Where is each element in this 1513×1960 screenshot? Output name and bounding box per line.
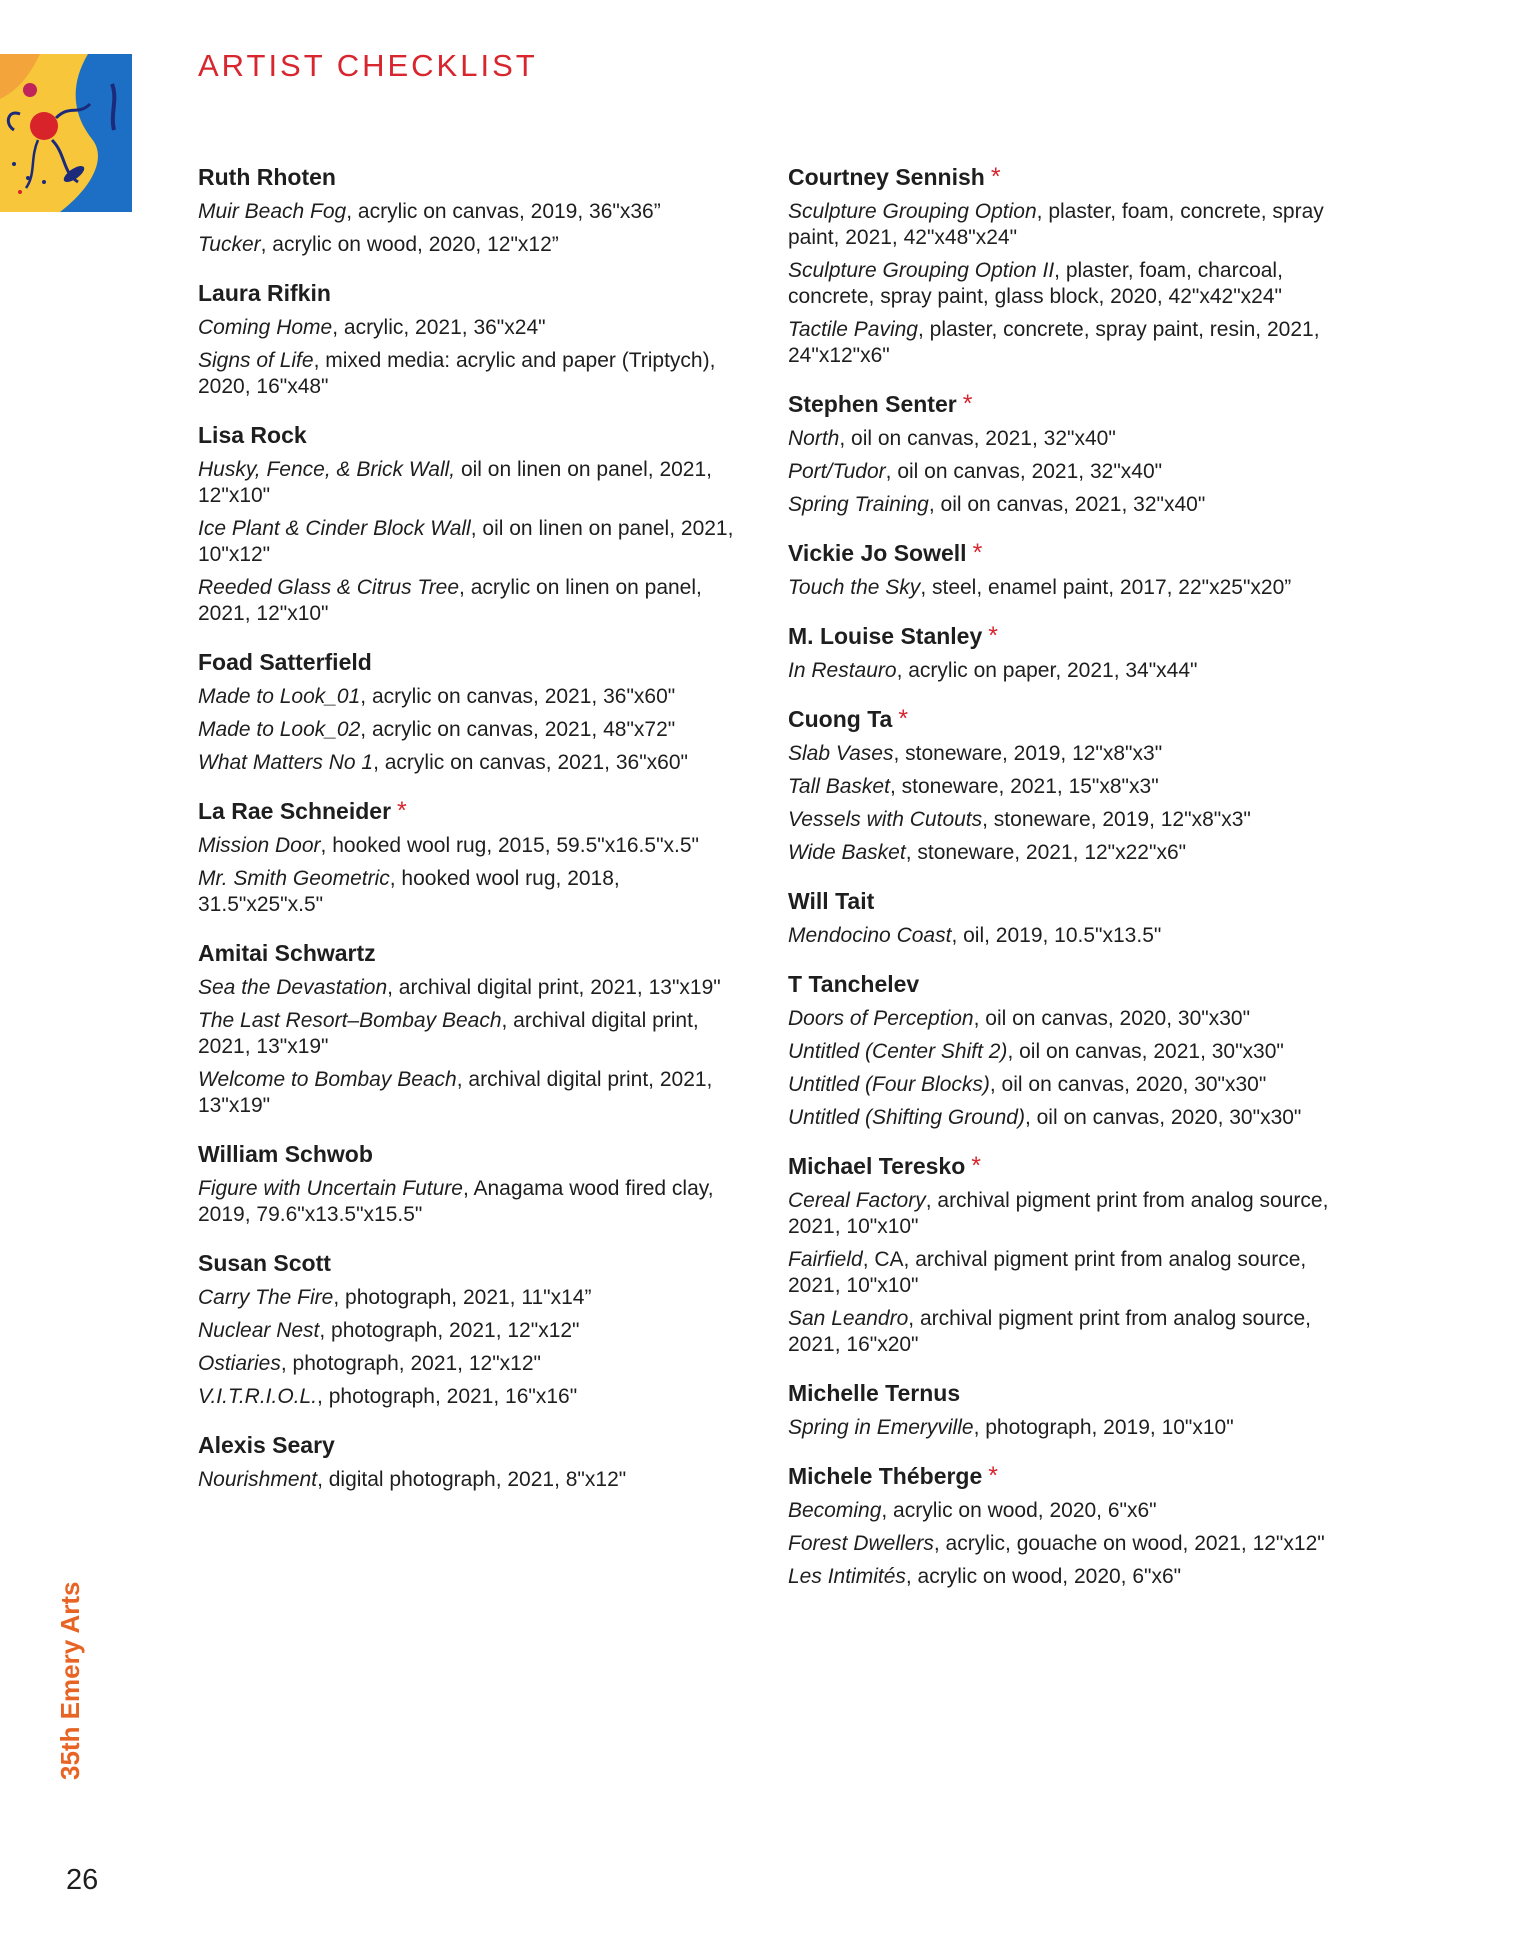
artist-entry <box>198 278 738 400</box>
artist-name <box>788 1151 1348 1181</box>
artist-name-text: Michelle Ternus <box>788 1380 961 1406</box>
artwork-line <box>788 1188 1348 1240</box>
artwork-details: , oil on linen on panel, 2021, 10"x12" <box>198 517 734 566</box>
artwork-line <box>198 717 738 743</box>
side-running-title: 35th Emery Arts <box>55 1581 85 1780</box>
artwork-details: , hooked wool rug, 2018, 31.5"x25"x.5" <box>198 867 620 916</box>
artwork-details: , hooked wool rug, 2015, 59.5"x16.5"x.5" <box>320 834 699 857</box>
artist-entry <box>788 162 1348 369</box>
artwork-title: Doors of Perception <box>788 1007 974 1030</box>
artwork-details: , photograph, 2021, 16"x16" <box>317 1385 578 1408</box>
artwork-title: Tucker <box>198 233 261 256</box>
artwork-title: Nourishment <box>198 1468 318 1491</box>
artwork-line <box>788 1415 1348 1441</box>
artist-entry <box>788 1378 1348 1441</box>
artist-entry <box>788 1461 1348 1590</box>
artist-name <box>788 389 1348 419</box>
artwork-title: Mission Door <box>198 834 321 857</box>
artwork-line <box>788 1306 1348 1358</box>
artwork-line <box>198 575 738 627</box>
artwork-details: , plaster, foam, concrete, spray paint, 2021, 42"x48"x24" <box>788 200 1324 249</box>
artwork-title: Sea the Devastation <box>198 976 388 999</box>
asterisk-marker: * <box>397 797 407 825</box>
artwork-line <box>788 741 1348 767</box>
artwork-line <box>788 492 1348 518</box>
artwork-title: Husky, Fence, & Brick Wall, <box>198 458 456 481</box>
artwork-line <box>198 199 738 225</box>
artwork-details: , photograph, 2021, 12"x12" <box>280 1352 541 1375</box>
artist-name-text: Susan Scott <box>198 1250 331 1276</box>
artwork-line <box>198 1008 738 1060</box>
artist-name-text: Laura Rifkin <box>198 280 331 306</box>
artist-entry <box>198 1430 738 1493</box>
artwork-line <box>198 1467 738 1493</box>
artist-name <box>198 278 738 308</box>
artist-name <box>788 969 1348 999</box>
artwork-details: , acrylic on canvas, 2019, 36"x36” <box>346 200 661 223</box>
artwork-title: Mendocino Coast <box>788 924 952 947</box>
artwork-line <box>788 1006 1348 1032</box>
artwork-title: Port/Tudor <box>788 460 886 483</box>
artwork-details: , acrylic on wood, 2020, 12"x12” <box>260 233 559 256</box>
artwork-title: Ostiaries <box>198 1352 281 1375</box>
artwork-line <box>198 1285 738 1311</box>
artwork-title: What Matters No 1 <box>198 751 374 774</box>
artwork-title: Figure with Uncertain Future <box>198 1177 463 1200</box>
artwork-details: , CA, archival pigment print from analog source, 2021, 10"x10" <box>788 1248 1307 1297</box>
artist-name <box>198 1430 738 1460</box>
artwork-line <box>788 1564 1348 1590</box>
artist-name-text: Ruth Rhoten <box>198 164 336 190</box>
artwork-title: Ice Plant & Cinder Block Wall <box>198 517 471 540</box>
artwork-line <box>788 258 1348 310</box>
asterisk-marker: * <box>898 705 909 733</box>
artwork-title: Becoming <box>788 1499 882 1522</box>
artist-name <box>198 420 738 450</box>
artist-name <box>198 938 738 968</box>
artwork-details: , oil on canvas, 2021, 32"x40" <box>928 493 1206 516</box>
artwork-line <box>788 774 1348 800</box>
artwork-title: Vessels with Cutouts <box>788 808 983 831</box>
artist-name <box>788 1461 1348 1491</box>
artist-name <box>788 162 1348 192</box>
artwork-details: , plaster, concrete, spray paint, resin, 2021, 24"x12"x6" <box>788 318 1320 367</box>
artist-entry <box>198 796 738 918</box>
artwork-line <box>788 426 1348 452</box>
artwork-title: In Restauro <box>788 659 897 682</box>
artist-entry <box>788 538 1348 601</box>
artwork-title: Wide Basket <box>788 841 906 864</box>
artist-name <box>198 647 738 677</box>
artwork-line <box>198 1318 738 1344</box>
artist-entry <box>788 886 1348 949</box>
artwork-title: Tactile Paving <box>788 318 918 341</box>
artwork-details: , oil, 2019, 10.5"x13.5" <box>951 924 1162 947</box>
artwork-details: , archival digital print, 2021, 13"x19" <box>387 976 721 999</box>
artist-name <box>788 621 1348 651</box>
artwork-title: Untitled (Center Shift 2) <box>788 1040 1008 1063</box>
artwork-details: , archival pigment print from analog source, 2021, 16"x20" <box>788 1307 1311 1356</box>
artwork-details: , Anagama wood fired clay, 2019, 79.6"x13.5"x15.5" <box>198 1177 714 1226</box>
artist-name-text: T Tanchelev <box>788 971 920 997</box>
artwork-title: Spring Training <box>788 493 929 516</box>
artwork-title: Nuclear Nest <box>198 1319 320 1342</box>
asterisk-marker: * <box>971 1152 981 1180</box>
artwork-line <box>198 1176 738 1228</box>
artwork-line <box>788 1105 1348 1131</box>
artwork-details: , archival digital print, 2021, 13"x19" <box>198 1068 713 1117</box>
artwork-line <box>788 1072 1348 1098</box>
artwork-line <box>788 575 1348 601</box>
artwork-line <box>198 457 738 509</box>
artwork-details: , plaster, foam, charcoal, concrete, spray paint, glass block, 2020, 42"x42"x24" <box>788 259 1283 308</box>
artist-name-text: Stephen Senter <box>788 391 957 417</box>
artwork-details: , archival pigment print from analog source, 2021, 10"x10" <box>788 1189 1329 1238</box>
artwork-details: , acrylic on canvas, 2021, 48"x72" <box>360 718 676 741</box>
artwork-line <box>198 348 738 400</box>
artwork-details: , oil on canvas, 2021, 32"x40" <box>839 427 1116 450</box>
asterisk-marker: * <box>962 390 973 418</box>
artwork-details: , oil on canvas, 2020, 30"x30" <box>1024 1106 1302 1129</box>
artist-entry <box>198 420 738 627</box>
artist-entry <box>788 704 1348 866</box>
artwork-details: , photograph, 2021, 12"x12" <box>319 1319 580 1342</box>
artwork-details: , stoneware, 2019, 12"x8"x3" <box>982 808 1251 831</box>
artist-entry <box>198 162 738 258</box>
right-artist-column <box>788 162 1348 1610</box>
artwork-details: , oil on canvas, 2021, 30"x30" <box>1007 1040 1284 1063</box>
artwork-title: Les Intimités <box>788 1565 906 1588</box>
artist-name <box>198 1248 738 1278</box>
asterisk-marker: * <box>972 539 983 567</box>
artwork-line <box>788 807 1348 833</box>
artwork-details: , archival digital print, 2021, 13"x19" <box>198 1009 699 1058</box>
artwork-title: Sculpture Grouping Option <box>788 200 1037 223</box>
artwork-details: , acrylic on canvas, 2021, 36"x60" <box>373 751 688 774</box>
artist-name-text: Cuong Ta <box>788 706 893 732</box>
artist-name <box>198 162 738 192</box>
artwork-details: , steel, enamel paint, 2017, 22"x25"x20” <box>920 576 1292 599</box>
artwork-title: Touch the Sky <box>788 576 921 599</box>
artwork-details: , oil on canvas, 2020, 30"x30" <box>973 1007 1251 1030</box>
artwork-title: Fairfield <box>788 1248 863 1271</box>
artwork-details: , acrylic on wood, 2020, 6"x6" <box>905 1565 1182 1588</box>
artist-name-text: Michele Théberge <box>788 1463 983 1489</box>
artist-entry <box>788 1151 1348 1358</box>
artwork-details: , stoneware, 2019, 12"x8"x3" <box>893 742 1163 765</box>
artwork-details: , acrylic, gouache on wood, 2021, 12"x12" <box>933 1532 1325 1555</box>
artwork-line <box>788 658 1348 684</box>
artwork-line <box>198 1067 738 1119</box>
artwork-line <box>198 232 738 258</box>
artwork-title: The Last Resort–Bombay Beach <box>198 1009 502 1032</box>
artwork-title: Mr. Smith Geometric <box>198 867 390 890</box>
artwork-title: Slab Vases <box>788 742 894 765</box>
artist-entry <box>788 621 1348 684</box>
artwork-title: Tall Basket <box>788 775 890 798</box>
artwork-line <box>198 833 738 859</box>
artist-entry <box>198 1139 738 1228</box>
artwork-title: Spring in Emeryville <box>788 1416 974 1439</box>
artwork-title: Welcome to Bombay Beach <box>198 1068 457 1091</box>
artist-name <box>788 1378 1348 1408</box>
artwork-title: Muir Beach Fog <box>198 200 347 223</box>
page-number: 26 <box>66 1864 99 1896</box>
artist-entry <box>788 969 1348 1131</box>
artist-name-text: Courtney Sennish <box>788 164 985 190</box>
artist-name-text: Alexis Seary <box>198 1432 335 1458</box>
artist-name <box>788 886 1348 916</box>
artwork-details: , stoneware, 2021, 12"x22"x6" <box>905 841 1187 864</box>
artwork-details: , acrylic on paper, 2021, 34"x44" <box>896 659 1198 682</box>
artwork-details: , oil on canvas, 2020, 30"x30" <box>989 1073 1267 1096</box>
asterisk-marker: * <box>988 1462 999 1490</box>
artwork-details: , mixed media: acrylic and paper (Triptych), 2020, 16"x48" <box>198 349 716 398</box>
artwork-details: , acrylic on linen on panel, 2021, 12"x10" <box>198 576 702 625</box>
artwork-title: Made to Look_02 <box>198 718 361 741</box>
artwork-line <box>198 684 738 710</box>
artist-entry <box>198 647 738 776</box>
artwork-title: Untitled (Four Blocks) <box>788 1073 990 1096</box>
artist-name-text: M. Louise Stanley <box>788 623 983 649</box>
artwork-line <box>788 1039 1348 1065</box>
artist-name-text: William Schwob <box>198 1141 373 1167</box>
abstract-artwork-thumbnail <box>0 54 132 212</box>
artwork-details: , photograph, 2021, 11"x14” <box>333 1286 592 1309</box>
artwork-details: , photograph, 2019, 10"x10" <box>973 1416 1234 1439</box>
artwork-line <box>788 1498 1348 1524</box>
artist-name <box>788 704 1348 734</box>
artwork-line <box>198 975 738 1001</box>
artwork-title: Forest Dwellers <box>788 1532 934 1555</box>
artwork-line <box>198 1351 738 1377</box>
artwork-title: Signs of Life <box>198 349 314 372</box>
artwork-line <box>198 1384 738 1410</box>
artist-name-text: Foad Satterfield <box>198 649 372 675</box>
artist-name <box>788 538 1348 568</box>
artist-name <box>198 1139 738 1169</box>
artwork-line <box>198 866 738 918</box>
artwork-title: V.I.T.R.I.O.L. <box>198 1385 318 1408</box>
artist-name <box>198 796 738 826</box>
page-title: ARTIST CHECKLIST <box>198 48 538 83</box>
artist-entry <box>198 1248 738 1410</box>
artwork-title: North <box>788 427 840 450</box>
artwork-line <box>788 199 1348 251</box>
artist-name-text: Vickie Jo Sowell <box>788 540 967 566</box>
artwork-line <box>198 315 738 341</box>
artwork-title: Made to Look_01 <box>198 685 361 708</box>
artist-entry <box>788 389 1348 518</box>
artwork-details: , stoneware, 2021, 15"x8"x3" <box>889 775 1159 798</box>
artwork-line <box>198 516 738 568</box>
artwork-details: , acrylic on wood, 2020, 6"x6" <box>881 1499 1157 1522</box>
artwork-line <box>788 459 1348 485</box>
artwork-title: Untitled (Shifting Ground) <box>788 1106 1025 1129</box>
artwork-details: , oil on canvas, 2021, 32"x40" <box>885 460 1163 483</box>
artwork-line <box>788 840 1348 866</box>
artwork-title: San Leandro <box>788 1307 909 1330</box>
artwork-details: , acrylic on canvas, 2021, 36"x60" <box>360 685 676 708</box>
artwork-title: Carry The Fire <box>198 1286 334 1309</box>
artist-name-text: La Rae Schneider <box>198 798 392 824</box>
artist-name-text: Michael Teresko <box>788 1153 966 1179</box>
artwork-title: Coming Home <box>198 316 333 339</box>
asterisk-marker: * <box>988 622 998 650</box>
artwork-line <box>788 1247 1348 1299</box>
artist-entry <box>198 938 738 1119</box>
artist-name-text: Will Tait <box>788 888 875 914</box>
artwork-details: oil on linen on panel, 2021, 12"x10" <box>198 458 712 507</box>
artwork-details: , digital photograph, 2021, 8"x12" <box>317 1468 627 1491</box>
artwork-title: Cereal Factory <box>788 1189 926 1212</box>
artwork-line <box>788 1531 1348 1557</box>
artwork-details: , acrylic, 2021, 36"x24" <box>332 316 546 339</box>
artwork-line <box>198 750 738 776</box>
asterisk-marker: * <box>990 163 1001 191</box>
artwork-line <box>788 923 1348 949</box>
artwork-title: Sculpture Grouping Option II <box>788 259 1055 282</box>
left-artist-column <box>198 162 738 1513</box>
artwork-line <box>788 317 1348 369</box>
artist-name-text: Amitai Schwartz <box>198 940 376 966</box>
artwork-title: Reeded Glass & Citrus Tree <box>198 576 460 599</box>
artist-name-text: Lisa Rock <box>198 422 307 448</box>
